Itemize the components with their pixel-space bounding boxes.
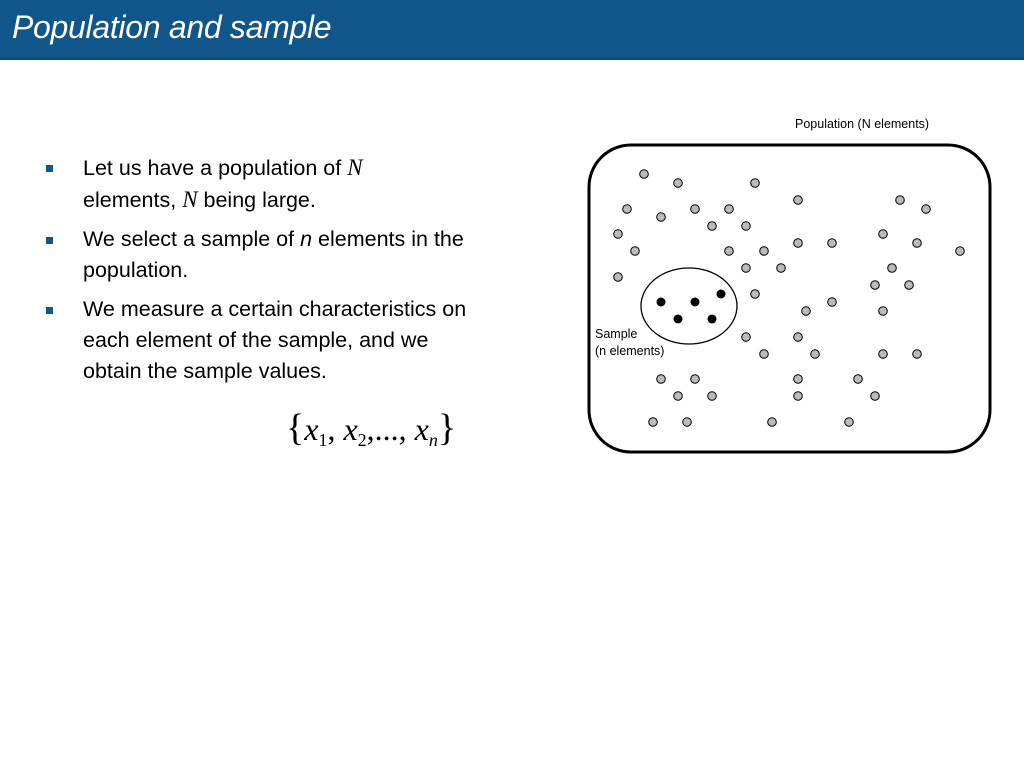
formula-separator: , (327, 411, 344, 447)
math-variable-N: N (347, 155, 363, 180)
population-point (760, 350, 769, 359)
population-point (879, 230, 888, 239)
population-point (742, 222, 751, 231)
formula-x1: x (304, 411, 319, 447)
formula-x2: x (343, 411, 358, 447)
sample-point (708, 315, 717, 324)
formula-close-brace: } (437, 407, 457, 449)
variable-n: n (300, 227, 313, 251)
formula-sub-2: 2 (357, 430, 367, 450)
population-point (913, 239, 922, 248)
population-point (879, 350, 888, 359)
sample-point (657, 298, 666, 307)
population-point (725, 205, 734, 214)
population-point (871, 281, 880, 290)
sample-label-line2: (n elements) (595, 344, 665, 358)
sample-point (691, 298, 700, 307)
population-point (802, 307, 811, 316)
population-point (640, 170, 649, 179)
population-point (725, 247, 734, 256)
population-point (871, 392, 880, 401)
population-point (888, 264, 897, 273)
population-box (589, 145, 990, 452)
population-label: Population (N elements) (795, 117, 930, 131)
population-point (614, 230, 623, 239)
population-point (751, 290, 760, 299)
population-point (794, 392, 803, 401)
population-point (614, 273, 623, 282)
slide-title: Population and sample (12, 9, 332, 45)
population-point (683, 418, 692, 427)
math-variable-N: N (182, 187, 198, 212)
sample-label (595, 326, 664, 360)
population-point (657, 375, 666, 384)
population-point (794, 333, 803, 342)
population-point (794, 239, 803, 248)
population-point (777, 264, 786, 273)
population-point (760, 247, 769, 256)
population-point (828, 298, 837, 307)
population-point (751, 179, 760, 188)
population-point (691, 205, 700, 214)
population-point (896, 196, 905, 205)
bullet-text: elements in the population. (83, 227, 464, 282)
population-point (674, 392, 683, 401)
population-point (674, 179, 683, 188)
sample-point (674, 315, 683, 324)
population-point (742, 333, 751, 342)
bullet-text: Let us have a population of (83, 156, 348, 180)
population-point (913, 350, 922, 359)
population-point (956, 247, 965, 256)
formula-ellipsis: ,..., (366, 411, 415, 447)
bullet-text: being large. (197, 188, 316, 212)
population-point (708, 392, 717, 401)
population-point (794, 196, 803, 205)
population-point (657, 213, 666, 222)
population-point (811, 350, 820, 359)
population-point (768, 418, 777, 427)
bullet-text: We select a sample of (83, 227, 301, 251)
formula-sub-n: n (428, 430, 438, 450)
population-point (691, 375, 700, 384)
population-point (794, 375, 803, 384)
population-point (854, 375, 863, 384)
formula-sub-1: 1 (318, 430, 328, 450)
population-point (828, 239, 837, 248)
population-point (623, 205, 632, 214)
sample-label-line1: Sample (595, 327, 638, 341)
sample-point (717, 290, 726, 299)
population-point (879, 307, 888, 316)
formula-xn: x (414, 411, 429, 447)
population-point (631, 247, 640, 256)
formula-open-brace: { (286, 407, 305, 449)
population-points (614, 170, 965, 427)
population-point (845, 418, 854, 427)
sample-points (657, 290, 726, 324)
bullet-text: We measure a certain characteristics on each element of the sample, and we obtain the sample values. (83, 297, 467, 383)
population-point (922, 205, 931, 214)
population-point (905, 281, 914, 290)
population-point (708, 222, 717, 231)
population-point (649, 418, 658, 427)
population-point (742, 264, 751, 273)
bullet-text: elements, (83, 188, 183, 212)
